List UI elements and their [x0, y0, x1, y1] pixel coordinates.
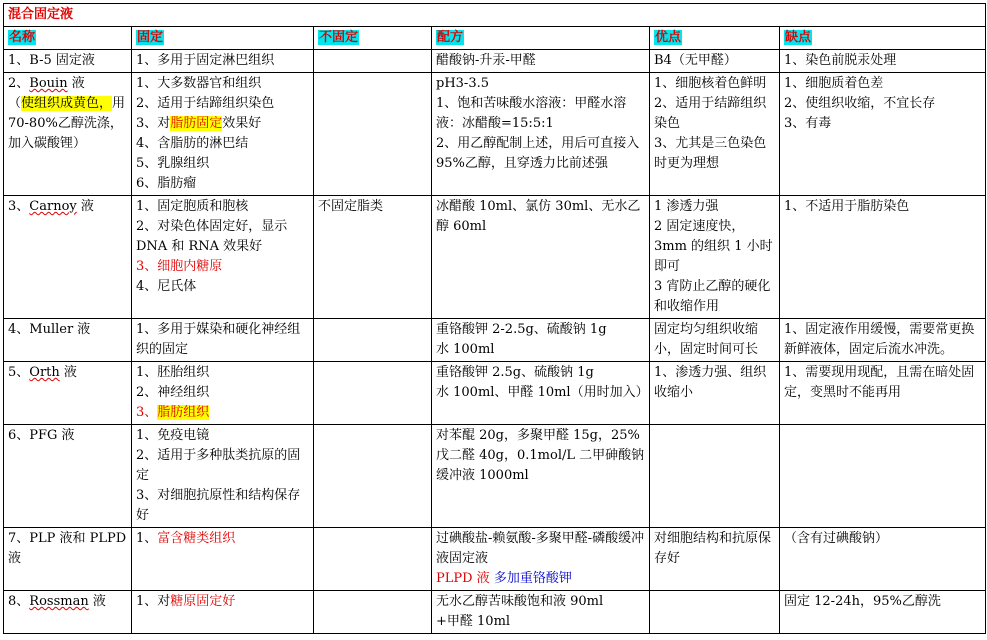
cell-cons: 1、不适用于脂肪染色: [780, 196, 986, 319]
cell-fix: 1、多用于固定淋巴组织: [132, 50, 314, 73]
header-formula: 配方: [432, 27, 650, 50]
cell-formula: 冰醋酸 10ml、氯仿 30ml、无水乙醇 60ml: [432, 196, 650, 319]
header-name: 名称: [4, 27, 132, 50]
cell-pros: 对细胞结构和抗原保存好: [650, 528, 780, 591]
cell-cons: 固定 12-24h，95%乙醇洗: [780, 591, 986, 634]
cell-name: 5、Orth 液: [4, 362, 132, 425]
cell-cons: [780, 425, 986, 528]
cell-nofix: [314, 50, 432, 73]
cell-fix: 1、固定胞质和胞核 2、对染色体固定好，显示 DNA 和 RNA 效果好 3、细胞内糖原 4、尼氏体: [132, 196, 314, 319]
cell-pros: [650, 425, 780, 528]
table-row: [4, 50, 986, 73]
table-row: [4, 425, 986, 528]
cell-nofix: [314, 425, 432, 528]
table-title: 混合固定液: [4, 4, 986, 27]
cell-formula: 无水乙醇苦味酸饱和液 90ml +甲醛 10ml: [432, 591, 650, 634]
header-fix: 固定: [132, 27, 314, 50]
table-row: [4, 196, 986, 319]
cell-formula: 过碘酸盐-赖氨酸-多聚甲醛-磷酸缓冲液固定液 PLPD 液 多加重铬酸钾: [432, 528, 650, 591]
cell-fix: 1、对糖原固定好: [132, 591, 314, 634]
cell-formula: 醋酸钠-升汞-甲醛: [432, 50, 650, 73]
cell-name: 4、Muller 液: [4, 319, 132, 362]
table-row: [4, 73, 986, 196]
cell-pros: 1、细胞核着色鲜明 2、适用于结蹄组织染色 3、尤其是三色染色时更为理想: [650, 73, 780, 196]
header-pros: 优点: [650, 27, 780, 50]
cell-formula: 重铬酸钾 2.5g、硫酸钠 1g 水 100ml、甲醛 10ml（用时加入）: [432, 362, 650, 425]
cell-name: 3、Carnoy 液: [4, 196, 132, 319]
table-row: [4, 362, 986, 425]
cell-fix: 1、富含糖类组织: [132, 528, 314, 591]
cell-name: 7、PLP 液和 PLPD 液: [4, 528, 132, 591]
table-row: [4, 591, 986, 634]
cell-pros: 1、渗透力强、组织收缩小: [650, 362, 780, 425]
cell-formula: 重铬酸钾 2-2.5g、硫酸钠 1g 水 100ml: [432, 319, 650, 362]
table-row: [4, 319, 986, 362]
cell-cons: 1、需要现用现配，且需在暗处固定，变黑时不能再用: [780, 362, 986, 425]
cell-nofix: 不固定脂类: [314, 196, 432, 319]
cell-nofix: [314, 528, 432, 591]
cell-name: 2、Bouin 液 （使组织成黄色，用 70-80%乙醇洗涤，加入碳酸锂）: [4, 73, 132, 196]
header-nofix: 不固定: [314, 27, 432, 50]
cell-nofix: [314, 73, 432, 196]
fixative-table: [3, 3, 986, 634]
cell-pros: B4（无甲醛）: [650, 50, 780, 73]
cell-cons: 1、固定液作用缓慢，需要常更换新鲜液体，固定后流水冲洗。: [780, 319, 986, 362]
cell-fix: 1、免疫电镜 2、适用于多种肽类抗原的固定 3、对细胞抗原性和结构保存好: [132, 425, 314, 528]
cell-name: 8、Rossman 液: [4, 591, 132, 634]
header-row: [4, 27, 986, 50]
cell-cons: （含有过碘酸钠）: [780, 528, 986, 591]
table-row: [4, 528, 986, 591]
cell-cons: 1、细胞质着色差 2、使组织收缩，不宜长存 3、有毒: [780, 73, 986, 196]
cell-name: 6、PFG 液: [4, 425, 132, 528]
cell-formula: 对苯醌 20g，多聚甲醛 15g，25%戊二醛 40g，0.1mol/L 二甲砷酸钠缓冲液 1000ml: [432, 425, 650, 528]
cell-nofix: [314, 591, 432, 634]
cell-cons: 1、染色前脱汞处理: [780, 50, 986, 73]
cell-fix: 1、多用于媒染和硬化神经组织的固定: [132, 319, 314, 362]
header-cons: 缺点: [780, 27, 986, 50]
cell-fix: 1、胚胎组织 2、神经组织 3、脂肪组织: [132, 362, 314, 425]
cell-formula: pH3-3.5 1、饱和苦味酸水溶液：甲醛水溶液：冰醋酸=15:5:1 2、用乙醇配制上述，用后可直接入 95%乙醇，且穿透力比前述强: [432, 73, 650, 196]
cell-nofix: [314, 319, 432, 362]
cell-name: 1、B-5 固定液: [4, 50, 132, 73]
cell-nofix: [314, 362, 432, 425]
cell-pros: [650, 591, 780, 634]
cell-pros: 固定均匀组织收缩小，固定时间可长: [650, 319, 780, 362]
cell-pros: 1 渗透力强 2 固定速度快，3mm 的组织 1 小时即可 3 宵防止乙醇的硬化和收缩作用: [650, 196, 780, 319]
cell-fix: 1、大多数器官和组织 2、适用于结蹄组织染色 3、对脂肪固定效果好 4、含脂肪的淋巴结 5、乳腺组织 6、脂肪瘤: [132, 73, 314, 196]
